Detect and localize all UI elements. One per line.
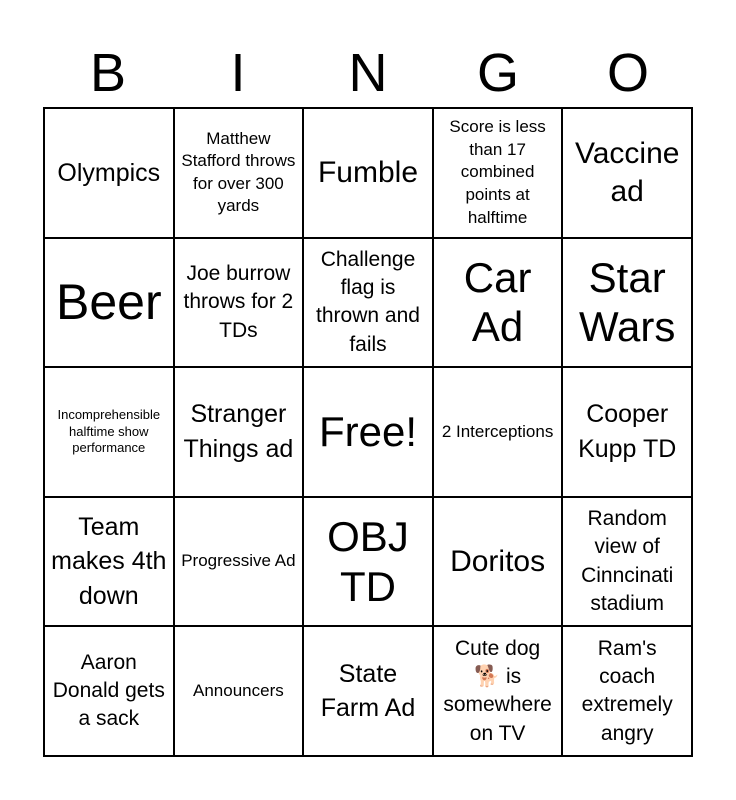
cell-label: Matthew Stafford throws for over 300 yards [181, 128, 296, 216]
bingo-cell[interactable] [562, 497, 692, 627]
bingo-cell[interactable] [562, 238, 692, 368]
cell-label: Score is less than 17 combined points at halftime [449, 117, 546, 227]
cell-label: Cooper Kupp TD [578, 400, 677, 463]
header-letter-o: O [606, 43, 649, 103]
bingo-cell[interactable] [433, 108, 563, 238]
bingo-cell[interactable] [303, 108, 433, 238]
bingo-cell[interactable] [433, 367, 563, 497]
bingo-cell[interactable] [433, 626, 563, 756]
cell-label: Progressive Ad [181, 551, 296, 571]
cell-label: 2 Interceptions [441, 421, 554, 441]
bingo-cell[interactable] [303, 626, 433, 756]
cell-label: Olympics [57, 158, 161, 187]
cell-label: Stranger Things ad [183, 400, 294, 463]
cell-label: Car Ad [463, 253, 532, 351]
bingo-cell[interactable] [174, 626, 304, 756]
free-space-label: Free! [318, 408, 417, 456]
cell-label: Joe burrow throws for 2 TDs [183, 261, 294, 342]
cell-label: Incomprehensible halftime show performance [57, 406, 161, 456]
bingo-cell[interactable] [303, 497, 433, 627]
bingo-cell[interactable] [44, 367, 174, 497]
bingo-cell[interactable] [174, 108, 304, 238]
cell-label: Announcers [193, 680, 284, 700]
cell-label: OBJ TD [327, 513, 409, 610]
bingo-cell[interactable] [562, 108, 692, 238]
header-letter-b: B [89, 43, 127, 103]
cell-label: Challenge flag is thrown and fails [316, 247, 420, 356]
bingo-cell[interactable] [44, 497, 174, 627]
cell-label: Doritos [450, 544, 546, 578]
header-letter-n: N [348, 43, 388, 103]
bingo-cell[interactable] [174, 238, 304, 368]
header-letter-i: I [230, 43, 246, 103]
cell-label: Beer [55, 273, 162, 330]
cell-label: Vaccine ad [574, 137, 680, 208]
bingo-cell[interactable] [562, 626, 692, 756]
bingo-cell[interactable] [44, 108, 174, 238]
bingo-cell[interactable] [433, 238, 563, 368]
bingo-cell[interactable] [44, 238, 174, 368]
bingo-cell[interactable] [433, 497, 563, 627]
cell-label: Fumble [317, 156, 419, 190]
bingo-cell[interactable] [562, 367, 692, 497]
cell-label: Cute dog 🐕 is somewhere on TV [443, 636, 552, 745]
bingo-cell[interactable] [44, 626, 174, 756]
cell-label: Random view of Cinncinati stadium [581, 506, 674, 615]
bingo-board [43, 107, 693, 757]
free-space-cell[interactable] [303, 367, 433, 497]
bingo-cell[interactable] [174, 497, 304, 627]
cell-label: Ram's coach extremely angry [581, 636, 673, 745]
cell-label: Star Wars [578, 253, 676, 351]
bingo-cell[interactable] [303, 238, 433, 368]
bingo-cell[interactable] [174, 367, 304, 497]
header-letter-g: G [476, 43, 519, 103]
cell-label: State Farm Ad [320, 659, 416, 723]
cell-label: Aaron Donald gets a sack [52, 650, 165, 731]
bingo-header [43, 38, 693, 108]
cell-label: Team makes 4th down [51, 512, 167, 610]
